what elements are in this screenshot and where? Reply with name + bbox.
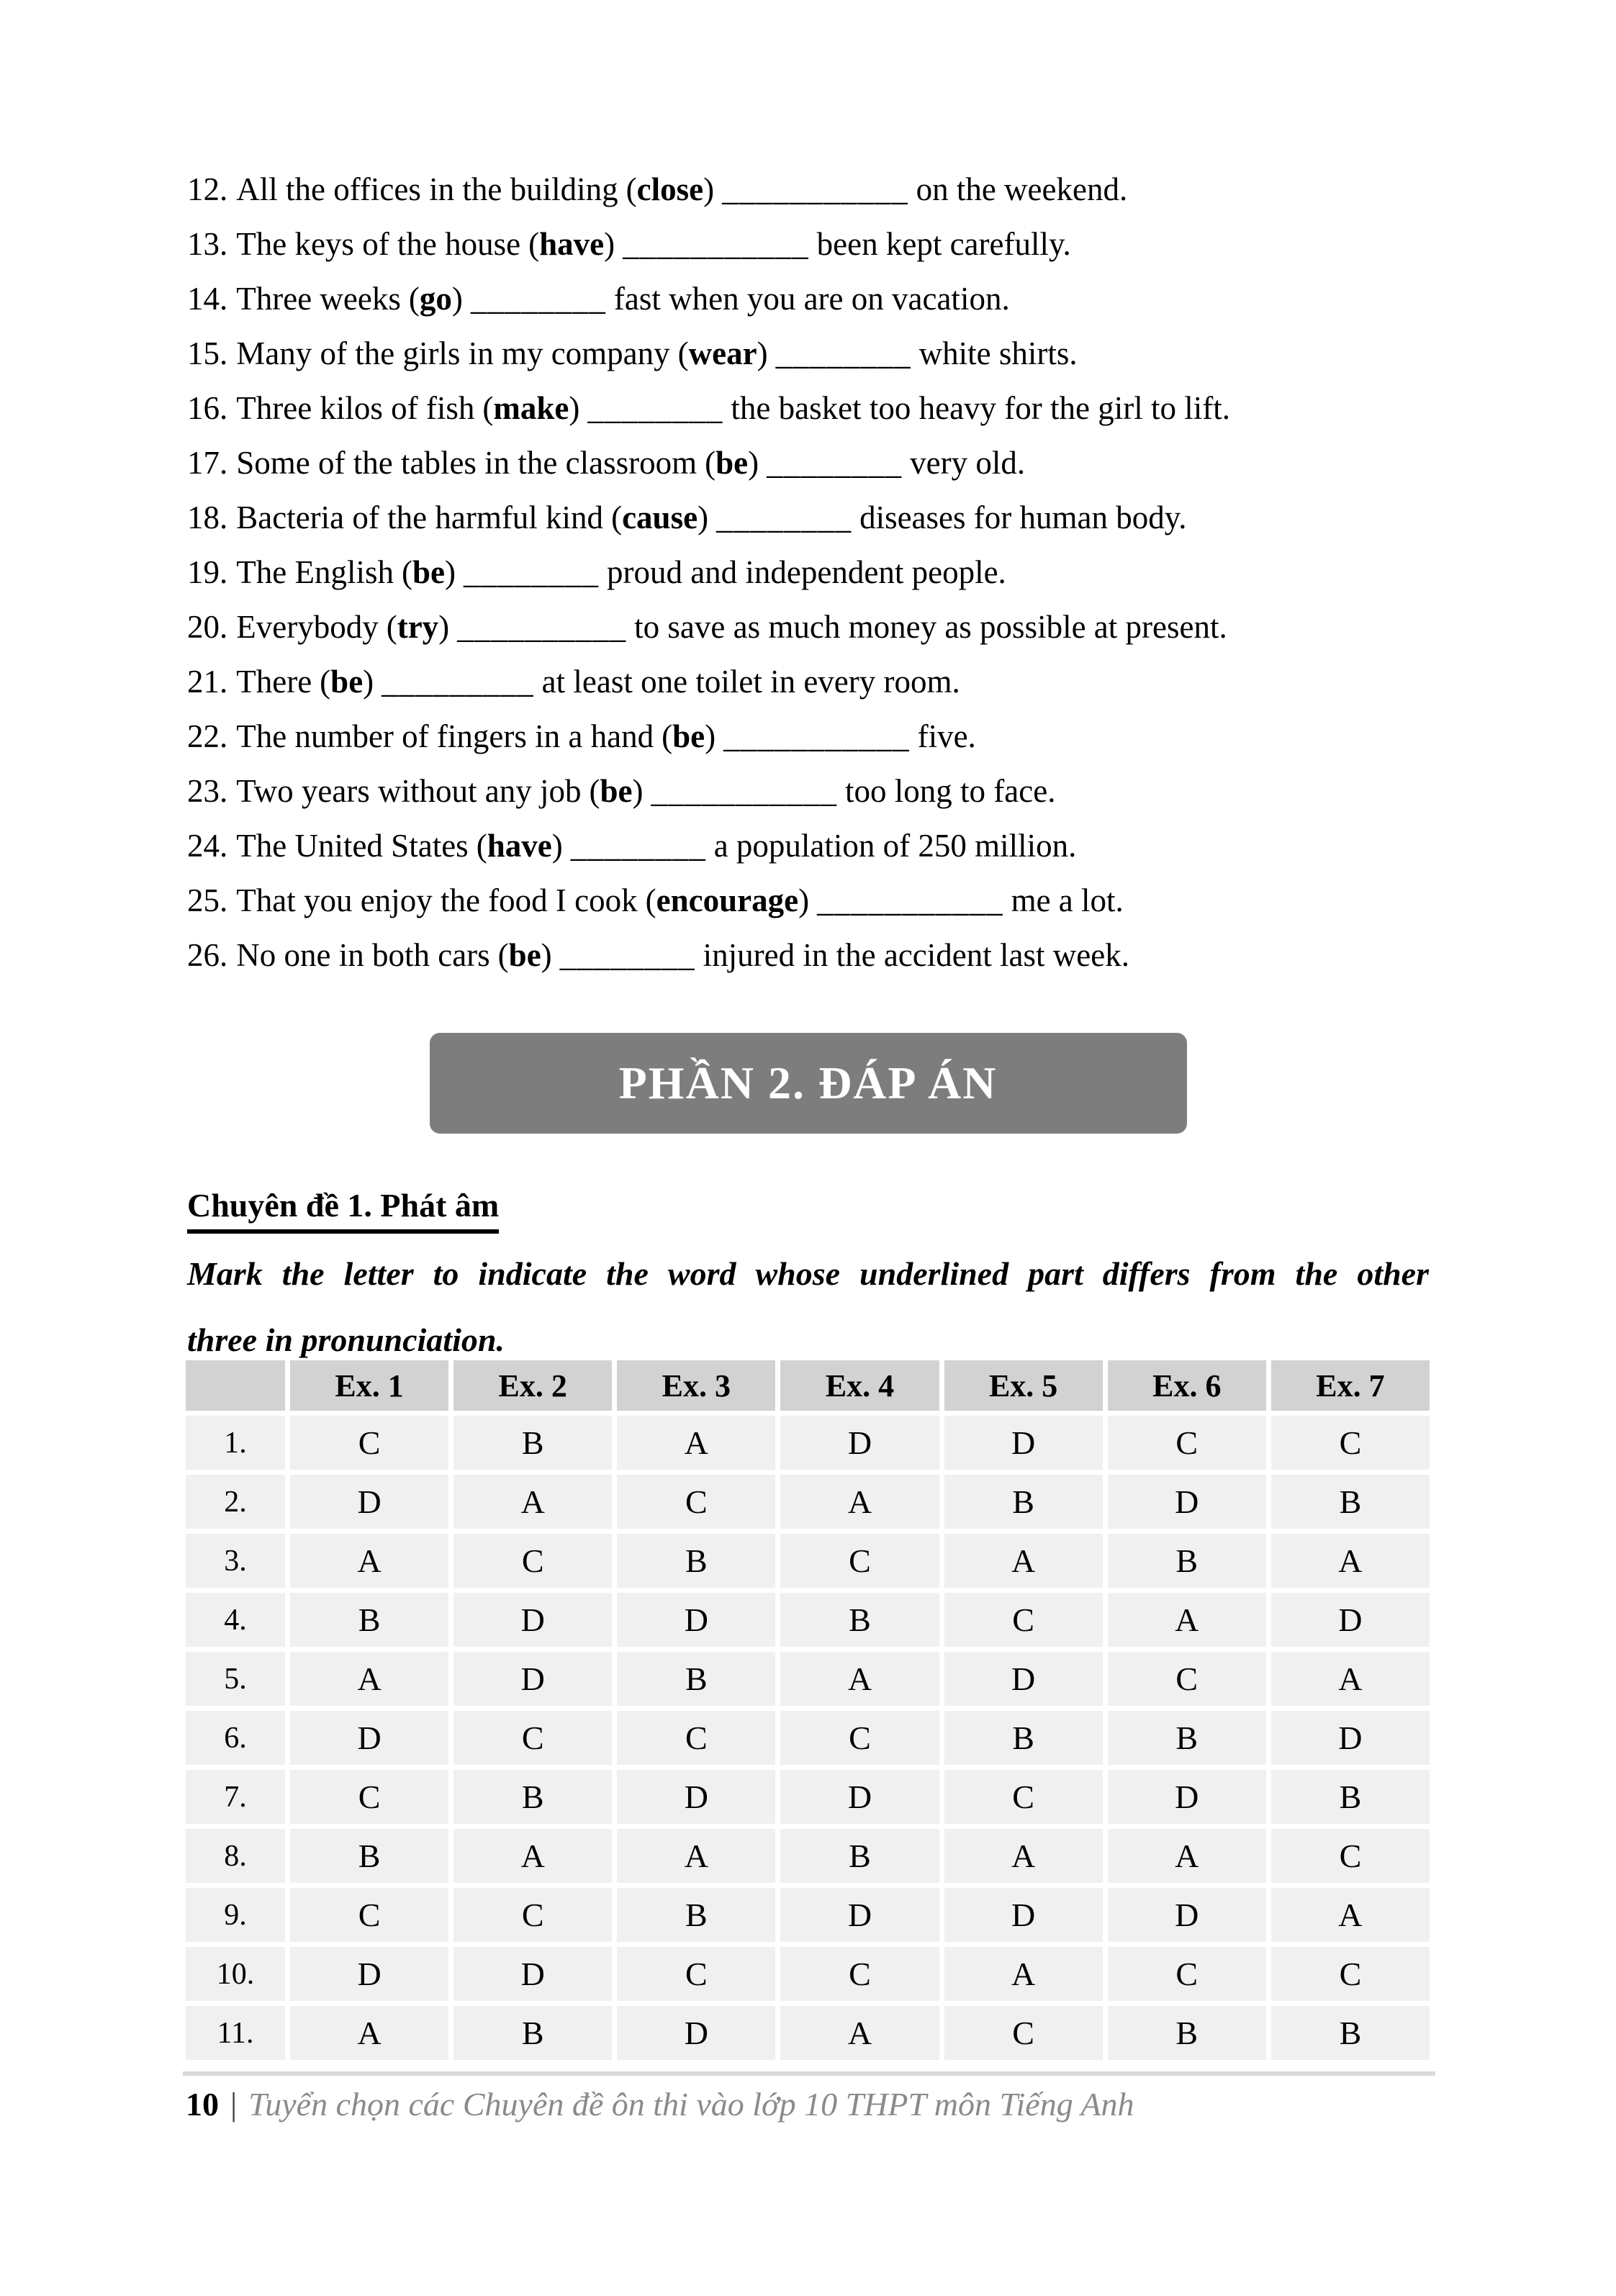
exercise-number: 23. bbox=[187, 773, 228, 809]
exercise-text-post: on the weekend. bbox=[916, 171, 1128, 207]
exercise-text-post: too long to face. bbox=[845, 773, 1056, 809]
verb: try bbox=[397, 609, 439, 645]
answer-blank: ________ bbox=[716, 500, 852, 535]
close-paren: ) bbox=[363, 664, 374, 700]
answer-blank: ___________ bbox=[723, 718, 910, 754]
exercise-text-pre: Three kilos of fish bbox=[236, 390, 475, 426]
answer-cell: B bbox=[1271, 1475, 1430, 1529]
exercise-text-post: injured in the accident last week. bbox=[703, 937, 1129, 973]
close-paren: ) bbox=[438, 609, 450, 645]
exercise-text-pre: Everybody bbox=[236, 609, 379, 645]
answer-cell: A bbox=[1271, 1534, 1430, 1588]
exercise-text-pre: Some of the tables in the classroom bbox=[236, 445, 698, 481]
exercise-text-pre: The United States bbox=[236, 828, 469, 864]
answer-cell: C bbox=[1271, 1416, 1430, 1470]
answer-blank: ________ bbox=[775, 335, 911, 371]
answer-cell: D bbox=[944, 1652, 1103, 1706]
exercise-number: 21. bbox=[187, 664, 228, 700]
verb-hint bbox=[626, 171, 714, 207]
verb: have bbox=[539, 226, 605, 262]
answer-blank: ___________ bbox=[651, 773, 838, 809]
verb-hint bbox=[662, 718, 716, 754]
exercise-item bbox=[187, 326, 1230, 381]
open-paren: ( bbox=[611, 500, 623, 535]
open-paren: ( bbox=[386, 609, 397, 645]
exercise-item bbox=[187, 873, 1230, 928]
exercise-item bbox=[187, 271, 1230, 326]
column-header: Ex. 4 bbox=[780, 1360, 939, 1411]
answer-cell: C bbox=[1108, 1652, 1266, 1706]
answer-cell: D bbox=[453, 1593, 612, 1647]
verb-hint bbox=[477, 828, 563, 864]
verb-hint bbox=[705, 445, 759, 481]
open-paren: ( bbox=[497, 937, 509, 973]
row-number: 11. bbox=[186, 2006, 285, 2060]
verb-hint bbox=[678, 335, 768, 371]
exercise-text-post: five. bbox=[917, 718, 976, 754]
verb: make bbox=[493, 390, 569, 426]
answer-cell: A bbox=[453, 1475, 612, 1529]
answer-cell: A bbox=[944, 1829, 1103, 1883]
open-paren: ( bbox=[626, 171, 637, 207]
exercise-text-pre: The English bbox=[236, 554, 394, 590]
exercise-number: 22. bbox=[187, 718, 228, 754]
answer-cell: C bbox=[453, 1888, 612, 1942]
row-number: 4. bbox=[186, 1593, 285, 1647]
exercise-text-pre: No one in both cars bbox=[236, 937, 490, 973]
answer-cell: A bbox=[290, 2006, 448, 2060]
answer-cell: B bbox=[1108, 2006, 1266, 2060]
open-paren: ( bbox=[476, 828, 487, 864]
answer-cell: D bbox=[453, 1652, 612, 1706]
exercise-text-post: fast when you are on vacation. bbox=[613, 281, 1010, 317]
exercise-item bbox=[187, 162, 1230, 217]
close-paren: ) bbox=[698, 500, 709, 535]
open-paren: ( bbox=[320, 664, 331, 700]
answer-cell: C bbox=[780, 1534, 939, 1588]
verb-hint bbox=[409, 281, 463, 317]
section-banner bbox=[430, 1033, 1187, 1134]
row-number: 10. bbox=[186, 1947, 285, 2001]
verb: be bbox=[672, 718, 705, 754]
row-number: 2. bbox=[186, 1475, 285, 1529]
answer-cell: D bbox=[780, 1416, 939, 1470]
close-paren: ) bbox=[632, 773, 644, 809]
open-paren: ( bbox=[408, 281, 420, 317]
exercise-text-post: white shirts. bbox=[918, 335, 1078, 371]
row-number: 9. bbox=[186, 1888, 285, 1942]
exercise-text-post: been kept carefully. bbox=[816, 226, 1071, 262]
answer-cell: B bbox=[780, 1829, 939, 1883]
close-paren: ) bbox=[551, 828, 563, 864]
answer-cell: A bbox=[780, 2006, 939, 2060]
answer-cell: A bbox=[944, 1947, 1103, 2001]
answer-cell: B bbox=[290, 1593, 448, 1647]
exercise-item bbox=[187, 600, 1230, 654]
answer-cell: C bbox=[617, 1711, 775, 1765]
close-paren: ) bbox=[748, 445, 759, 481]
open-paren: ( bbox=[482, 390, 494, 426]
answer-cell: A bbox=[780, 1475, 939, 1529]
row-number: 5. bbox=[186, 1652, 285, 1706]
page-number: 10 bbox=[186, 2086, 219, 2123]
corner-cell bbox=[186, 1360, 285, 1411]
exercise-number: 15. bbox=[187, 335, 228, 371]
answer-cell: A bbox=[1108, 1593, 1266, 1647]
exercise-number: 19. bbox=[187, 554, 228, 590]
exercise-text-pre: There bbox=[236, 664, 312, 700]
answer-cell: A bbox=[617, 1829, 775, 1883]
verb-hint bbox=[387, 609, 449, 645]
verb-hint bbox=[402, 554, 456, 590]
answer-cell: D bbox=[1271, 1711, 1430, 1765]
verb: cause bbox=[622, 500, 698, 535]
answer-blank: ___________ bbox=[722, 171, 908, 207]
verb-hint bbox=[646, 882, 809, 918]
verb: be bbox=[716, 445, 749, 481]
answer-cell: A bbox=[780, 1652, 939, 1706]
exercise-text-post: diseases for human body. bbox=[859, 500, 1187, 535]
exercise-text-post: proud and independent people. bbox=[606, 554, 1006, 590]
book-title: Tuyển chọn các Chuyên đề ôn thi vào lớp 10 THPT môn Tiếng Anh bbox=[248, 2086, 1134, 2123]
answer-cell: D bbox=[617, 1593, 775, 1647]
close-paren: ) bbox=[451, 281, 463, 317]
answer-blank: ________ bbox=[570, 828, 706, 864]
verb-hint bbox=[498, 937, 552, 973]
answer-cell: D bbox=[1108, 1770, 1266, 1824]
close-paren: ) bbox=[757, 335, 768, 371]
close-paren: ) bbox=[569, 390, 580, 426]
answer-cell: C bbox=[1108, 1416, 1266, 1470]
answer-cell: C bbox=[290, 1888, 448, 1942]
section-banner-label: PHẦN 2. ĐÁP ÁN bbox=[618, 1057, 998, 1108]
answer-cell: D bbox=[780, 1770, 939, 1824]
answer-cell: D bbox=[1108, 1475, 1266, 1529]
verb: have bbox=[487, 828, 552, 864]
answer-cell: C bbox=[1271, 1829, 1430, 1883]
exercise-number: 18. bbox=[187, 500, 228, 535]
answer-cell: B bbox=[1271, 1770, 1430, 1824]
answer-cell: B bbox=[1108, 1534, 1266, 1588]
exercise-item bbox=[187, 709, 1230, 764]
answer-cell: D bbox=[780, 1888, 939, 1942]
answer-cell: C bbox=[617, 1947, 775, 2001]
exercise-number: 25. bbox=[187, 882, 228, 918]
verb: close bbox=[636, 171, 704, 207]
exercise-text-pre: Three weeks bbox=[236, 281, 401, 317]
answer-cell: B bbox=[617, 1652, 775, 1706]
exercise-item bbox=[187, 545, 1230, 600]
answer-cell: C bbox=[290, 1770, 448, 1824]
exercise-item bbox=[187, 435, 1230, 490]
exercise-text-post: very old. bbox=[910, 445, 1026, 481]
exercise-text-pre: That you enjoy the food I cook bbox=[236, 882, 638, 918]
exercise-number: 12. bbox=[187, 171, 228, 207]
exercise-text-pre: All the offices in the building bbox=[236, 171, 618, 207]
exercise-item bbox=[187, 764, 1230, 818]
exercise-item bbox=[187, 217, 1230, 271]
answer-cell: A bbox=[1271, 1888, 1430, 1942]
answer-cell: C bbox=[1271, 1947, 1430, 2001]
answer-cell: D bbox=[453, 1947, 612, 2001]
answer-cell: B bbox=[1108, 1711, 1266, 1765]
exercise-text-pre: Two years without any job bbox=[236, 773, 582, 809]
answer-cell: D bbox=[617, 2006, 775, 2060]
open-paren: ( bbox=[645, 882, 656, 918]
answer-cell: C bbox=[780, 1711, 939, 1765]
column-header: Ex. 3 bbox=[617, 1360, 775, 1411]
exercise-text-post: the basket too heavy for the girl to lift. bbox=[731, 390, 1230, 426]
exercise-text-pre: Bacteria of the harmful kind bbox=[236, 500, 604, 535]
answer-blank: __________ bbox=[457, 609, 627, 645]
answer-cell: C bbox=[1108, 1947, 1266, 2001]
exercise-text-pre: The number of fingers in a hand bbox=[236, 718, 654, 754]
open-paren: ( bbox=[705, 445, 716, 481]
answer-cell: D bbox=[290, 1947, 448, 2001]
column-header: Ex. 6 bbox=[1108, 1360, 1266, 1411]
answer-cell: B bbox=[453, 2006, 612, 2060]
exercise-number: 20. bbox=[187, 609, 228, 645]
exercise-number: 14. bbox=[187, 281, 228, 317]
column-header: Ex. 7 bbox=[1271, 1360, 1430, 1411]
exercise-item bbox=[187, 381, 1230, 435]
answer-blank: _________ bbox=[382, 664, 534, 700]
verb: encourage bbox=[656, 882, 799, 918]
answer-cell: B bbox=[453, 1416, 612, 1470]
answer-cell: D bbox=[1108, 1888, 1266, 1942]
answer-cell: C bbox=[453, 1534, 612, 1588]
answer-cell: A bbox=[290, 1652, 448, 1706]
answer-cell: C bbox=[290, 1416, 448, 1470]
row-number: 1. bbox=[186, 1416, 285, 1470]
answer-cell: C bbox=[944, 2006, 1103, 2060]
answer-cell: A bbox=[1271, 1652, 1430, 1706]
exercise-number: 13. bbox=[187, 226, 228, 262]
exercise-number: 24. bbox=[187, 828, 228, 864]
close-paren: ) bbox=[703, 171, 715, 207]
open-paren: ( bbox=[677, 335, 689, 371]
answer-cell: A bbox=[290, 1534, 448, 1588]
answer-blank: ________ bbox=[767, 445, 903, 481]
close-paren: ) bbox=[705, 718, 716, 754]
footer-separator: | bbox=[230, 2086, 238, 2123]
exercise-number: 16. bbox=[187, 390, 228, 426]
footer-divider bbox=[183, 2071, 1435, 2076]
exercise-text-post: at least one toilet in every room. bbox=[541, 664, 960, 700]
answer-blank: ________ bbox=[559, 937, 695, 973]
exercise-list bbox=[187, 162, 1230, 982]
close-paren: ) bbox=[444, 554, 456, 590]
verb-hint bbox=[528, 226, 615, 262]
answer-cell: D bbox=[944, 1888, 1103, 1942]
answer-cell: B bbox=[944, 1475, 1103, 1529]
column-header: Ex. 1 bbox=[290, 1360, 448, 1411]
verb: go bbox=[419, 281, 452, 317]
answer-cell: C bbox=[453, 1711, 612, 1765]
topic-heading: Chuyên đề 1. Phát âm bbox=[187, 1188, 499, 1234]
row-number: 3. bbox=[186, 1534, 285, 1588]
answer-blank: ________ bbox=[587, 390, 723, 426]
open-paren: ( bbox=[528, 226, 540, 262]
exercise-text-post: to save as much money as possible at present. bbox=[634, 609, 1227, 645]
open-paren: ( bbox=[589, 773, 600, 809]
answer-blank: ________ bbox=[470, 281, 606, 317]
answer-cell: B bbox=[617, 1534, 775, 1588]
exercise-text-post: a population of 250 million. bbox=[713, 828, 1077, 864]
exercise-item bbox=[187, 818, 1230, 873]
answer-cell: A bbox=[1108, 1829, 1266, 1883]
exercise-text-pre: The keys of the house bbox=[236, 226, 521, 262]
exercise-number: 26. bbox=[187, 937, 228, 973]
exercise-text-pre: Many of the girls in my company bbox=[236, 335, 670, 371]
instruction-text bbox=[187, 1241, 1429, 1373]
close-paren: ) bbox=[604, 226, 615, 262]
row-number: 8. bbox=[186, 1829, 285, 1883]
answer-cell: B bbox=[1271, 2006, 1430, 2060]
answer-cell: B bbox=[290, 1829, 448, 1883]
answer-blank: ________ bbox=[463, 554, 599, 590]
exercise-number: 17. bbox=[187, 445, 228, 481]
close-paren: ) bbox=[798, 882, 810, 918]
instruction-line-1: Mark the letter to indicate the word whose underlined part differs from the other bbox=[187, 1255, 1429, 1292]
verb: wear bbox=[688, 335, 757, 371]
answer-cell: C bbox=[944, 1770, 1103, 1824]
answer-cell: B bbox=[944, 1711, 1103, 1765]
answer-cell: D bbox=[290, 1711, 448, 1765]
verb-hint bbox=[320, 664, 374, 700]
row-number: 7. bbox=[186, 1770, 285, 1824]
verb-hint bbox=[482, 390, 579, 426]
answer-cell: D bbox=[1271, 1593, 1430, 1647]
exercise-text-post: me a lot. bbox=[1011, 882, 1124, 918]
answer-cell: B bbox=[780, 1593, 939, 1647]
open-paren: ( bbox=[662, 718, 673, 754]
answer-cell: A bbox=[453, 1829, 612, 1883]
verb-hint bbox=[611, 500, 708, 535]
exercise-item bbox=[187, 928, 1230, 982]
exercise-item bbox=[187, 654, 1230, 709]
answer-blank: ___________ bbox=[623, 226, 809, 262]
verb-hint bbox=[590, 773, 644, 809]
open-paren: ( bbox=[401, 554, 412, 590]
close-paren: ) bbox=[541, 937, 552, 973]
footer bbox=[186, 2084, 1134, 2125]
column-header: Ex. 2 bbox=[453, 1360, 612, 1411]
verb: be bbox=[508, 937, 541, 973]
answer-cell: C bbox=[944, 1593, 1103, 1647]
answer-cell: A bbox=[944, 1534, 1103, 1588]
verb: be bbox=[600, 773, 633, 809]
answer-cell: C bbox=[617, 1475, 775, 1529]
answer-cell: C bbox=[780, 1947, 939, 2001]
answer-cell: B bbox=[453, 1770, 612, 1824]
answer-cell: D bbox=[290, 1475, 448, 1529]
exercise-item bbox=[187, 490, 1230, 545]
verb: be bbox=[330, 664, 364, 700]
answer-cell: D bbox=[617, 1770, 775, 1824]
answer-cell: D bbox=[944, 1416, 1103, 1470]
answer-cell: B bbox=[617, 1888, 775, 1942]
row-number: 6. bbox=[186, 1711, 285, 1765]
verb: be bbox=[412, 554, 445, 590]
answer-table bbox=[186, 1360, 1430, 2060]
instruction-line-2: three in pronunciation. bbox=[187, 1321, 505, 1358]
answer-blank: ___________ bbox=[817, 882, 1003, 918]
column-header: Ex. 5 bbox=[944, 1360, 1103, 1411]
answer-cell: A bbox=[617, 1416, 775, 1470]
